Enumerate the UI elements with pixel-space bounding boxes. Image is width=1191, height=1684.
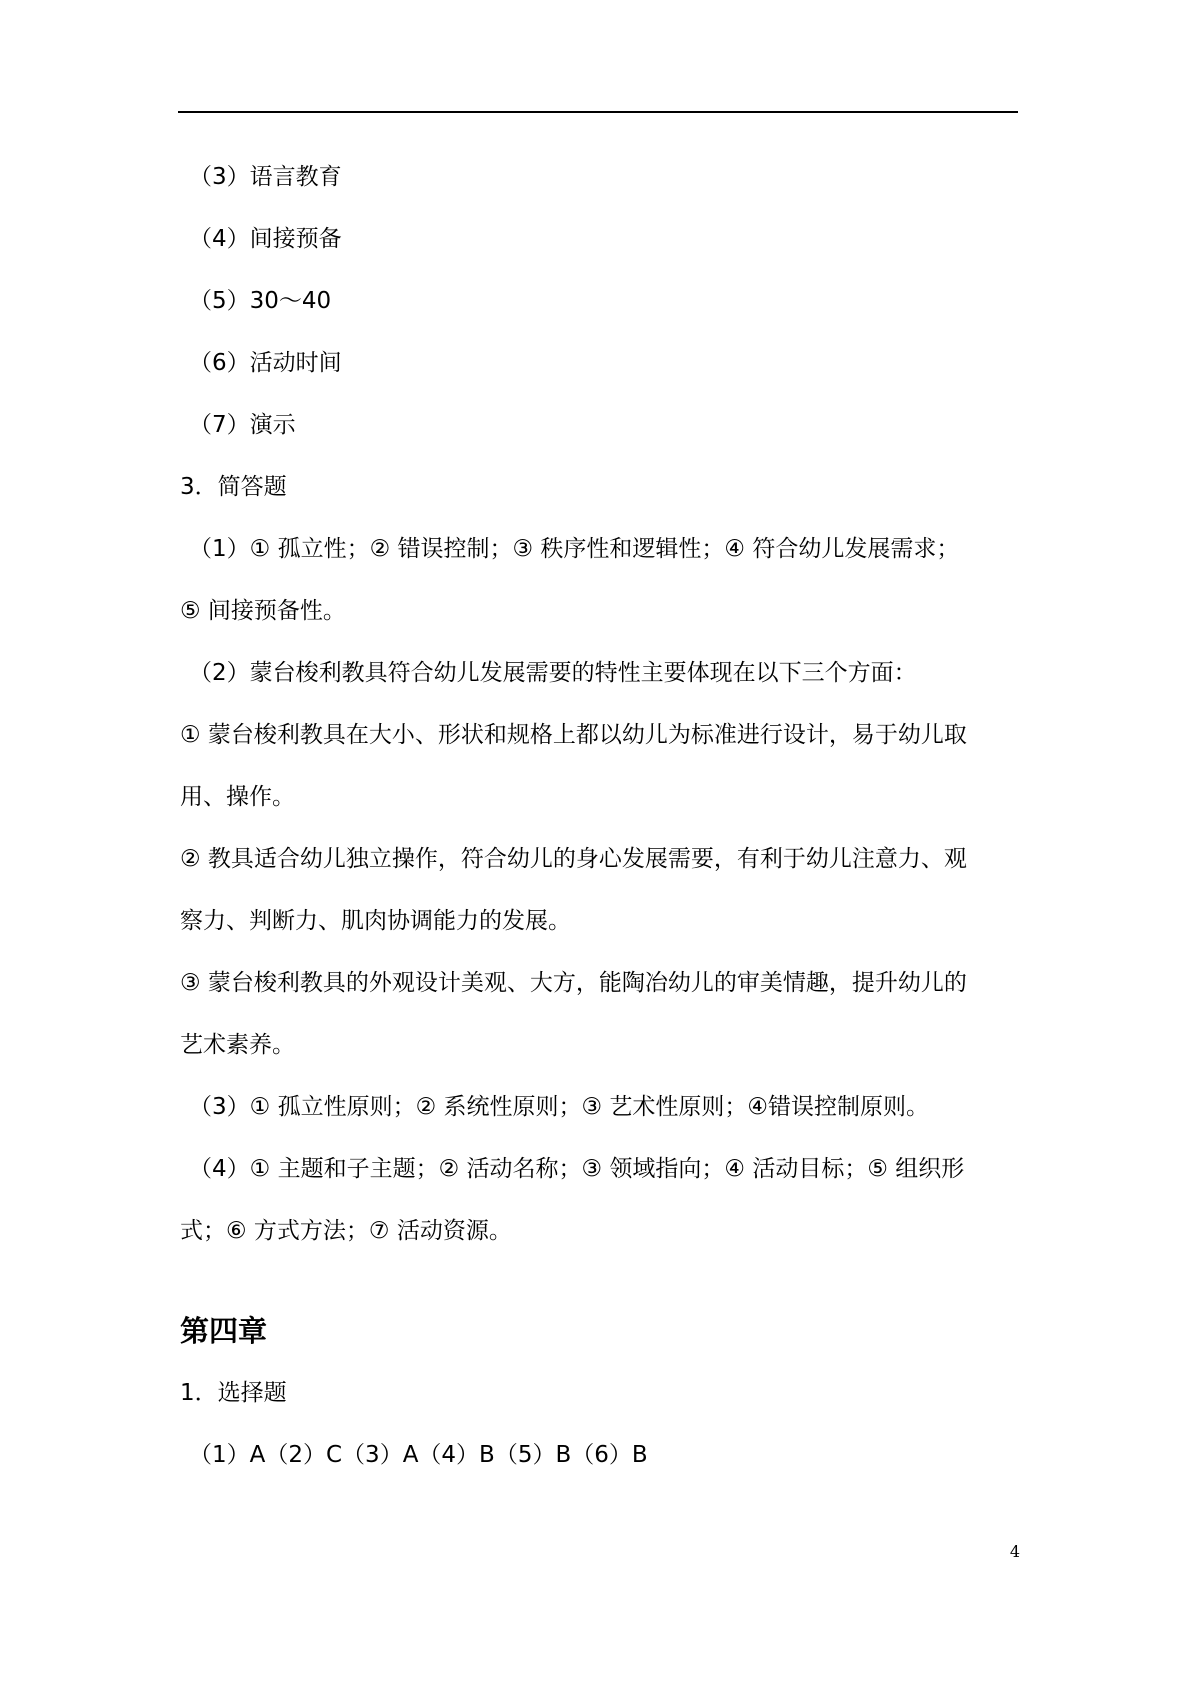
page-number: 4 bbox=[1009, 1542, 1020, 1561]
short-answer-3: （3）① 孤立性原则；② 系统性原则；③ 艺术性原则；④错误控制原则。 bbox=[189, 1094, 930, 1120]
header-rule bbox=[178, 111, 1018, 113]
fill-in-answer-6: （6）活动时间 bbox=[189, 350, 342, 376]
fill-in-answer-4: （4）间接预备 bbox=[189, 226, 342, 252]
section-heading-choice: 1．选择题 bbox=[180, 1380, 287, 1406]
short-answer-1-line-1: （1）① 孤立性；② 错误控制；③ 秩序性和逻辑性；④ 符合幼儿发展需求； bbox=[189, 536, 960, 562]
short-answer-2-point-3-line-2: 艺术素养。 bbox=[180, 1032, 295, 1058]
short-answer-2-point-2-line-2: 察力、判断力、肌肉协调能力的发展。 bbox=[180, 908, 571, 934]
short-answer-1-line-2: ⑤ 间接预备性。 bbox=[180, 598, 346, 624]
short-answer-2-point-3-line-1: ③ 蒙台梭利教具的外观设计美观、大方，能陶冶幼儿的审美情趣，提升幼儿的 bbox=[180, 970, 967, 996]
short-answer-2-point-1-line-2: 用、操作。 bbox=[180, 784, 295, 810]
section-heading-short-answer: 3．简答题 bbox=[180, 474, 287, 500]
choice-answers: （1）A（2）C（3）A（4）B（5）B（6）B bbox=[189, 1442, 648, 1468]
section-spacer bbox=[180, 1262, 1018, 1300]
short-answer-2-point-2-line-1: ② 教具适合幼儿独立操作，符合幼儿的身心发展需要，有利于幼儿注意力、观 bbox=[180, 846, 967, 872]
short-answer-2-intro: （2）蒙台梭利教具符合幼儿发展需要的特性主要体现在以下三个方面： bbox=[189, 660, 917, 686]
fill-in-answer-3: （3）语言教育 bbox=[189, 164, 342, 190]
document-body bbox=[180, 146, 1018, 1486]
fill-in-answer-7: （7）演示 bbox=[189, 412, 296, 438]
short-answer-4-line-1: （4）① 主题和子主题；② 活动名称；③ 领域指向；④ 活动目标；⑤ 组织形 bbox=[189, 1156, 965, 1182]
chapter-title: 第四章 bbox=[180, 1314, 268, 1348]
fill-in-answer-5: （5）30～40 bbox=[189, 288, 332, 314]
short-answer-2-point-1-line-1: ① 蒙台梭利教具在大小、形状和规格上都以幼儿为标准进行设计，易于幼儿取 bbox=[180, 722, 967, 748]
short-answer-4-line-2: 式；⑥ 方式方法；⑦ 活动资源。 bbox=[180, 1218, 512, 1244]
